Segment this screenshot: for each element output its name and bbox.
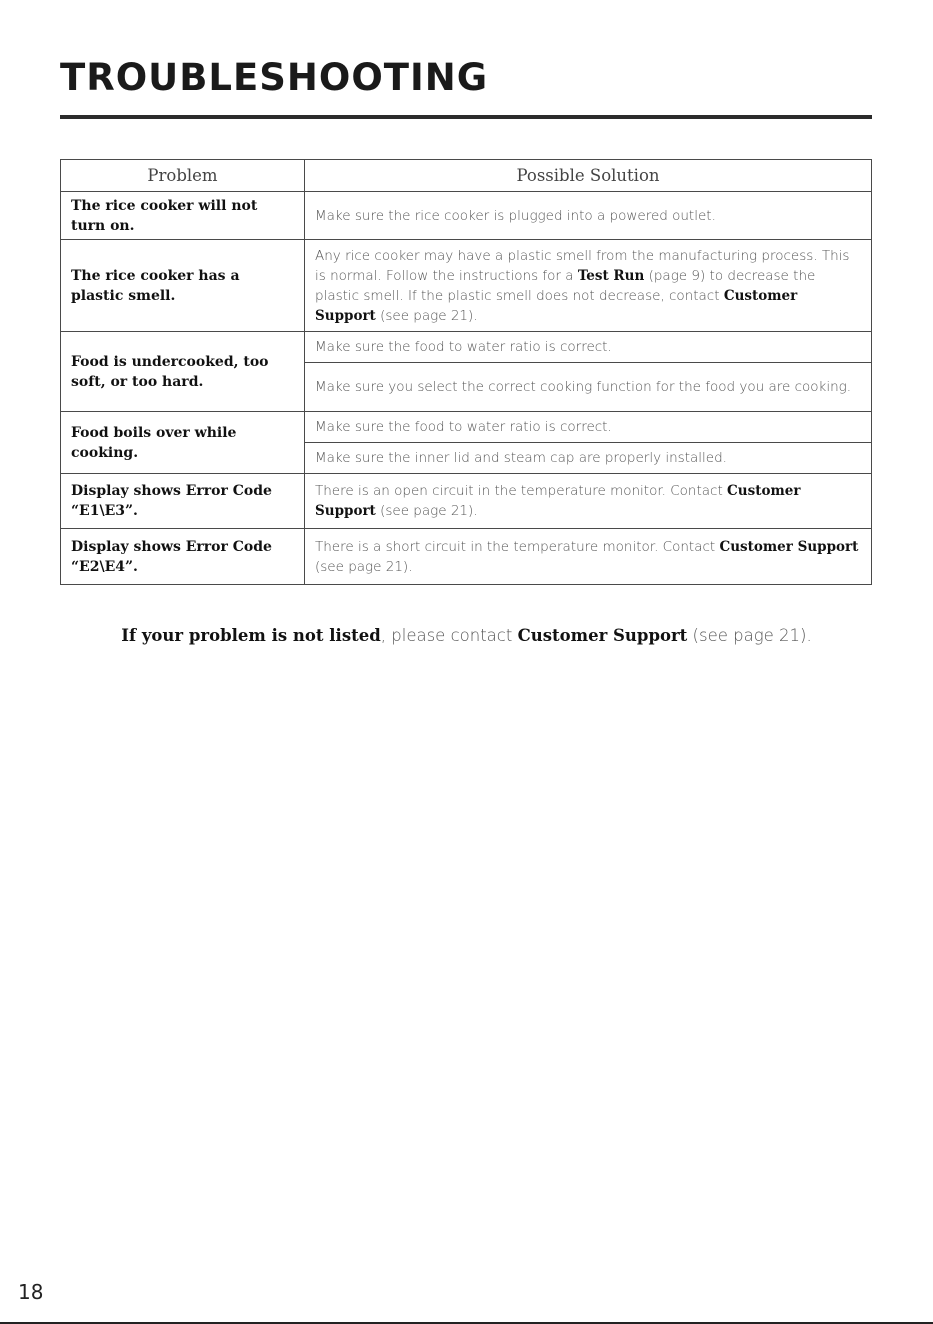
table-row	[61, 332, 872, 363]
text-run: , please contact	[380, 626, 518, 645]
page-number: 18	[18, 1280, 44, 1304]
table-row	[61, 474, 872, 529]
table-row	[61, 192, 872, 240]
text-run: There is an open circuit in the temperature monitor. Contact	[315, 483, 728, 499]
bold-text: Test Run	[577, 267, 645, 284]
text-run: (see page 21).	[375, 503, 478, 519]
table-body	[61, 192, 872, 585]
solution-cell	[305, 529, 872, 585]
problem-cell: Food is undercooked, too soft, or too hard.	[61, 332, 305, 412]
solution-cell	[305, 474, 872, 529]
text-run: (see page 21).	[315, 558, 413, 575]
text-run: Make sure the inner lid and steam cap are properly installed.	[315, 450, 727, 466]
bold-text: Customer Support	[315, 483, 801, 519]
text-run: (page 9) to decrease the plastic smell. If the plastic smell does not decrease, contact	[315, 267, 816, 304]
solution-cell	[305, 332, 872, 363]
table-header-row	[61, 160, 872, 192]
solution-cell	[305, 412, 872, 443]
problem-cell: The rice cooker will not turn on.	[61, 192, 305, 240]
header-solution: Possible Solution	[305, 160, 872, 192]
problem-cell: Display shows Error Code “E2\E4”.	[61, 529, 305, 585]
text-run: Any rice cooker may have a plastic smell from the manufacturing process. This is normal. Follow the instructions for a	[315, 247, 850, 284]
text-run: Make sure the food to water ratio is correct.	[315, 419, 612, 435]
bold-text: Food boils over while cooking	[71, 424, 237, 461]
header-problem: Problem	[61, 160, 305, 192]
troubleshooting-table	[60, 159, 872, 585]
text-run: (see page 21).	[375, 307, 478, 324]
table-row	[61, 240, 872, 332]
text-run: (see page 21).	[687, 626, 812, 645]
text-run: Make sure the food to water ratio is correct.	[315, 339, 612, 355]
table-row	[61, 412, 872, 443]
text-run: Make sure you select the correct cooking function for the food you are cooking.	[315, 379, 852, 395]
table-row	[61, 529, 872, 585]
bold-text: If your problem is not listed	[121, 626, 381, 645]
title-divider	[60, 115, 872, 119]
text-run: There is a short circuit in the temperature monitor. Contact	[315, 538, 720, 555]
bold-text: Customer Support	[315, 287, 798, 324]
solution-cell	[305, 240, 872, 332]
bold-text: Customer Support	[517, 626, 688, 645]
page-title: TROUBLESHOOTING	[60, 56, 489, 99]
problem-cell	[61, 412, 305, 474]
bold-text: Customer Support	[719, 538, 859, 555]
text-run: .	[133, 444, 139, 461]
solution-cell	[305, 192, 872, 240]
problem-cell: Display shows Error Code “E1\E3”.	[61, 474, 305, 529]
solution-cell	[305, 443, 872, 474]
text-run: Make sure the rice cooker is plugged into a powered outlet.	[315, 207, 716, 224]
problem-cell: The rice cooker has a plastic smell.	[61, 240, 305, 332]
footer-note	[0, 626, 933, 645]
solution-cell	[305, 363, 872, 412]
